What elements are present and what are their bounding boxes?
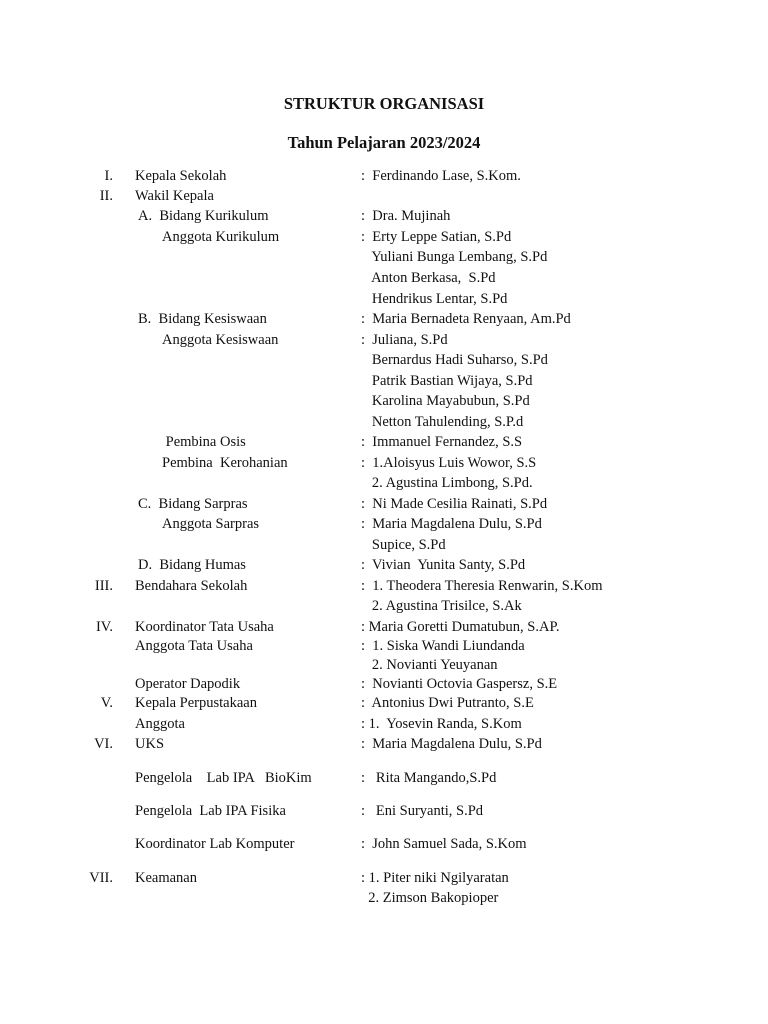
list-item: [0, 693, 768, 713]
item-number: VI.: [94, 736, 113, 752]
person-name: : Novianti Octovia Gaspersz, S.E: [361, 676, 558, 692]
list-item: [0, 834, 768, 854]
list-item: [0, 596, 768, 616]
list-item: [0, 412, 768, 432]
position-label: Kepala Sekolah: [135, 168, 227, 184]
list-item: [0, 309, 768, 329]
list-item: [0, 535, 768, 555]
item-number: II.: [99, 188, 113, 204]
list-item: [0, 268, 768, 288]
list-item: [0, 494, 768, 514]
position-label: Anggota Sarpras: [162, 516, 260, 532]
person-name: : Maria Magdalena Dulu, S.Pd: [361, 516, 542, 532]
position-label: Pembina Kerohanian: [162, 455, 288, 471]
person-name: 2. Novianti Yeuyanan: [361, 657, 498, 673]
list-item: [0, 473, 768, 493]
list-item: [0, 868, 768, 888]
person-name: : Maria Bernadeta Renyaan, Am.Pd: [361, 311, 571, 327]
list-item: [0, 514, 768, 534]
person-name: 2. Agustina Trisilce, S.Ak: [361, 598, 522, 614]
list-item: [0, 636, 768, 656]
person-name: Supice, S.Pd: [361, 537, 446, 553]
list-item: [0, 206, 768, 226]
person-name: : Ferdinando Lase, S.Kom.: [361, 168, 521, 184]
position-label: Operator Dapodik: [135, 676, 241, 692]
list-item: [0, 432, 768, 452]
person-name: Netton Tahulending, S.P.d: [361, 414, 524, 430]
item-number: III.: [94, 578, 113, 594]
position-label: A. Bidang Kurikulum: [138, 208, 269, 224]
position-label: Wakil Kepala: [135, 188, 214, 204]
list-item: [0, 801, 768, 821]
person-name: : Juliana, S.Pd: [361, 332, 448, 348]
list-item: [0, 166, 768, 186]
list-item: [0, 227, 768, 247]
person-name: : Dra. Mujinah: [361, 208, 451, 224]
person-name: 2. Agustina Limbong, S.Pd.: [361, 475, 533, 491]
person-name: Patrik Bastian Wijaya, S.Pd: [361, 373, 533, 389]
person-name: : Antonius Dwi Putranto, S.E: [361, 695, 534, 711]
item-number: V.: [100, 695, 113, 711]
position-label: Anggota Kurikulum: [162, 229, 280, 245]
position-label: C. Bidang Sarpras: [138, 496, 248, 512]
position-label: Koordinator Lab Komputer: [135, 836, 295, 852]
page-title: STRUKTUR ORGANISASI: [283, 94, 485, 113]
list-item: [0, 247, 768, 267]
position-label: UKS: [135, 736, 165, 752]
list-item: [0, 289, 768, 309]
person-name: : 1. Siska Wandi Liundanda: [361, 638, 525, 654]
position-label: Keamanan: [135, 870, 197, 886]
item-number: I.: [104, 168, 113, 184]
position-label: D. Bidang Humas: [138, 557, 246, 573]
list-item: [0, 655, 768, 675]
list-item: [0, 888, 768, 908]
page-subtitle: Tahun Pelajaran 2023/2024: [287, 133, 481, 152]
person-name: : 1. Theodera Theresia Renwarin, S.Kom: [361, 578, 603, 594]
list-item: [0, 674, 768, 694]
list-item: [0, 768, 768, 788]
list-item: [0, 734, 768, 754]
list-item: [0, 330, 768, 350]
person-name: 2. Zimson Bakopioper: [361, 890, 499, 906]
person-name: : Erty Leppe Satian, S.Pd: [361, 229, 512, 245]
person-name: : 1.Aloisyus Luis Wowor, S.S: [361, 455, 537, 471]
person-name: Anton Berkasa, S.Pd: [361, 270, 496, 286]
position-label: Anggota Tata Usaha: [135, 638, 253, 654]
item-number: VII.: [89, 870, 113, 886]
item-number: IV.: [95, 619, 113, 635]
position-label: Koordinator Tata Usaha: [135, 619, 274, 635]
person-name: Yuliani Bunga Lembang, S.Pd: [361, 249, 548, 265]
person-name: : Eni Suryanti, S.Pd: [361, 803, 484, 819]
position-label: Pengelola Lab IPA Fisika: [135, 803, 286, 819]
person-name: : 1. Piter niki Ngilyaratan: [361, 870, 509, 886]
list-item: [0, 350, 768, 370]
person-name: : Maria Goretti Dumatubun, S.AP.: [361, 619, 560, 635]
position-label: Kepala Perpustakaan: [135, 695, 257, 711]
person-name: : Maria Magdalena Dulu, S.Pd: [361, 736, 542, 752]
list-item: [0, 186, 768, 206]
position-label: Pengelola Lab IPA BioKim: [135, 770, 312, 786]
person-name: Bernardus Hadi Suharso, S.Pd: [361, 352, 548, 368]
person-name: : Vivian Yunita Santy, S.Pd: [361, 557, 526, 573]
list-item: [0, 555, 768, 575]
person-name: Hendrikus Lentar, S.Pd: [361, 291, 508, 307]
list-item: [0, 391, 768, 411]
person-name: : John Samuel Sada, S.Kom: [361, 836, 527, 852]
person-name: : Ni Made Cesilia Rainati, S.Pd: [361, 496, 548, 512]
position-label: B. Bidang Kesiswaan: [138, 311, 267, 327]
list-item: [0, 714, 768, 734]
list-item: [0, 576, 768, 596]
position-label: Anggota Kesiswaan: [162, 332, 279, 348]
list-item: [0, 371, 768, 391]
person-name: : 1. Yosevin Randa, S.Kom: [361, 716, 522, 732]
person-name: Karolina Mayabubun, S.Pd: [361, 393, 530, 409]
position-label: Bendahara Sekolah: [135, 578, 248, 594]
position-label: Anggota: [135, 716, 185, 732]
list-item: [0, 453, 768, 473]
list-item: [0, 617, 768, 637]
person-name: : Rita Mangando,S.Pd: [361, 770, 497, 786]
person-name: : Immanuel Fernandez, S.S: [361, 434, 523, 450]
position-label: Pembina Osis: [162, 434, 246, 450]
